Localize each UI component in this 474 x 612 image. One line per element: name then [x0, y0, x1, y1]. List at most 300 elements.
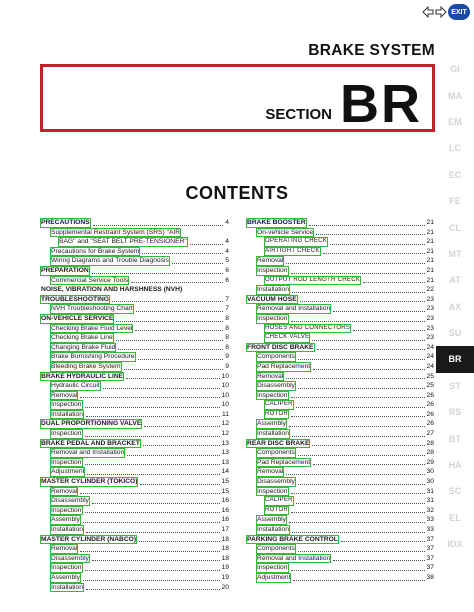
- toc-entry-page: 8: [225, 343, 229, 351]
- toc-entry-label: Removal: [257, 372, 284, 380]
- toc-entry[interactable]: [40, 266, 229, 276]
- toc-entry[interactable]: [246, 535, 434, 545]
- toc-entry[interactable]: [246, 439, 434, 449]
- dot-leader: [313, 464, 424, 465]
- dot-leader: [85, 570, 220, 571]
- toc-entry-page: 30: [426, 468, 434, 476]
- toc-entry-label: ON-VEHICLE SERVICE: [41, 314, 114, 322]
- toc-entry-label: Components: [257, 449, 295, 457]
- toc-entry-label: PREPARATION: [41, 266, 89, 274]
- toc-entry[interactable]: [40, 467, 229, 477]
- toc-entry-page: 26: [426, 401, 434, 409]
- toc-entry-page: 16: [221, 516, 229, 524]
- dot-leader: [293, 580, 424, 581]
- toc-entry-page: 16: [221, 497, 229, 505]
- toc-entry-label: CALIPER: [264, 400, 294, 410]
- toc-entry[interactable]: [40, 496, 229, 506]
- toc-entry-label: Installation: [51, 526, 83, 533]
- toc-entry-page: 16: [221, 506, 229, 514]
- dot-leader: [291, 570, 425, 571]
- toc-entry[interactable]: [246, 419, 434, 429]
- toc-entry-page: 8: [225, 334, 229, 342]
- toc-entry-label: Assembly: [51, 516, 80, 524]
- toc-entry-label: Disassembly: [51, 554, 89, 562]
- toc-entry-label: Assembly: [257, 420, 286, 428]
- toc-entry-label: On-vehicle Service: [257, 228, 314, 236]
- dot-leader: [140, 484, 219, 485]
- tab-idx[interactable]: IDX: [447, 539, 463, 550]
- dot-leader: [85, 436, 220, 437]
- toc-entry-page: 9: [225, 353, 229, 361]
- tab-br[interactable]: BR: [436, 346, 474, 372]
- toc-entry-page: 25: [426, 382, 434, 390]
- toc-entry-label: CALIPER: [264, 496, 294, 506]
- tab-gi[interactable]: GI: [450, 64, 460, 75]
- toc-entry-label: Components: [257, 353, 295, 361]
- toc-entry-page: 13: [221, 458, 229, 466]
- dot-leader: [83, 522, 220, 523]
- toc-entry[interactable]: [40, 410, 229, 420]
- toc-entry[interactable]: [246, 525, 434, 535]
- toc-entry-page: 18: [221, 554, 229, 562]
- dot-leader: [86, 589, 220, 590]
- toc-entry-page: 31: [426, 487, 434, 495]
- toc-entry-label: Installation: [51, 410, 83, 418]
- toc-entry[interactable]: [246, 333, 434, 343]
- toc-entry-label: Disassembly: [257, 382, 295, 390]
- toc-entry-page: 21: [426, 247, 434, 255]
- dot-leader: [80, 551, 219, 552]
- toc-entry[interactable]: [40, 419, 229, 429]
- toc-entry-label: Removal and Installation: [257, 554, 331, 562]
- tab-ec[interactable]: EC: [448, 169, 462, 180]
- toc-entry[interactable]: [40, 256, 229, 266]
- dot-leader: [190, 244, 223, 245]
- dot-leader: [289, 522, 425, 523]
- toc-entry[interactable]: [246, 295, 434, 305]
- dot-leader: [286, 378, 424, 379]
- dot-leader: [93, 225, 224, 226]
- toc-entry-page: 33: [426, 516, 434, 524]
- toc-entry[interactable]: [40, 400, 229, 410]
- toc-entry-page: 21: [426, 219, 434, 226]
- toc-entry[interactable]: [40, 458, 229, 468]
- toc-entry[interactable]: [246, 276, 434, 286]
- dot-leader: [291, 321, 425, 322]
- toc-entry-label: CHECK VALVE: [264, 333, 310, 343]
- toc-entry[interactable]: [246, 256, 434, 266]
- toc-entry-label: Inspection: [257, 314, 288, 322]
- toc-left-column: [40, 218, 229, 592]
- dot-leader: [317, 349, 425, 350]
- dot-leader: [116, 340, 224, 341]
- toc-entry-page: 18: [221, 545, 229, 553]
- toc-entry-label: Removal: [257, 468, 284, 476]
- toc-entry[interactable]: [246, 218, 434, 228]
- dot-leader: [330, 244, 424, 245]
- toc-entry[interactable]: [40, 477, 229, 487]
- toc-entry[interactable]: [40, 352, 229, 362]
- toc-entry[interactable]: [246, 487, 434, 497]
- toc-entry[interactable]: [246, 285, 434, 295]
- dot-leader: [138, 359, 224, 360]
- dot-leader: [92, 273, 224, 274]
- tab-su[interactable]: SU: [448, 328, 462, 339]
- toc-entry-label: TROUBLESHOOTING: [41, 295, 109, 303]
- dot-leader: [142, 253, 223, 254]
- toc-entry-label: OPERATING CHECK: [264, 237, 328, 247]
- dot-leader: [172, 263, 223, 264]
- toc-entry-page: 23: [426, 314, 434, 322]
- dot-leader: [103, 388, 220, 389]
- toc-entry-label: Assembly: [51, 573, 80, 581]
- toc-entry-page: 10: [221, 382, 229, 390]
- toc-entry[interactable]: [40, 343, 229, 353]
- toc-entry[interactable]: [40, 506, 229, 516]
- toc-entry[interactable]: [246, 266, 434, 276]
- dot-leader: [296, 503, 425, 504]
- tab-el[interactable]: EL: [449, 512, 461, 523]
- toc-entry-label: Inspection: [51, 564, 82, 572]
- toc-entry-label: Inspection: [51, 401, 82, 409]
- section-title-box: [40, 64, 435, 132]
- dot-leader: [85, 512, 220, 513]
- toc-entry-label: Inspection: [257, 564, 288, 572]
- toc-entry-label: MASTER CYLINDER (TOKICO): [41, 478, 138, 486]
- toc-entry[interactable]: [246, 515, 434, 525]
- section-word: SECTION: [265, 106, 332, 123]
- toc-entry-page: 8: [225, 324, 229, 332]
- section-heading: BRAKE SYSTEM: [308, 42, 435, 59]
- dot-leader: [85, 464, 220, 465]
- toc-entry[interactable]: [40, 381, 229, 391]
- toc-entry-label: Components: [257, 545, 295, 553]
- tab-rs[interactable]: RS: [448, 407, 462, 418]
- toc-entry[interactable]: [40, 276, 229, 286]
- toc-entry-label: Inspection: [257, 487, 288, 495]
- toc-entry-page: 23: [426, 295, 434, 303]
- toc-entry[interactable]: [40, 324, 229, 334]
- toc-entry-label: FRONT DISC BRAKE: [247, 343, 314, 351]
- dot-leader: [292, 292, 425, 293]
- toc-entry[interactable]: [40, 563, 229, 573]
- toc-entry[interactable]: [246, 324, 434, 334]
- tab-em[interactable]: EM: [448, 116, 462, 127]
- tab-mt[interactable]: MT: [448, 248, 462, 259]
- toc-entry[interactable]: [246, 352, 434, 362]
- toc-entry[interactable]: [40, 372, 229, 382]
- toc-entry-page: 30: [426, 478, 434, 486]
- toc-entry-label: Bleeding Brake System: [51, 362, 121, 370]
- dot-leader: [353, 330, 424, 331]
- toc-entry-page: 7: [225, 295, 229, 303]
- toc-entry-page: 21: [426, 238, 434, 246]
- tab-ha[interactable]: HA: [448, 460, 462, 471]
- toc-entry-label: OUTPUT ROD LENGTH CHECK: [264, 276, 361, 286]
- toc-entry[interactable]: [40, 573, 229, 583]
- toc-entry[interactable]: [246, 343, 434, 353]
- toc-entry-page: 6: [225, 276, 229, 284]
- toc-entry-page: 22: [426, 286, 434, 294]
- toc-entry[interactable]: [40, 218, 229, 228]
- toc-entry[interactable]: [246, 544, 434, 554]
- dot-leader: [323, 253, 425, 254]
- toc-entry[interactable]: [40, 429, 229, 439]
- toc-entry-label: Adjustment: [51, 468, 85, 476]
- toc-entry[interactable]: [40, 487, 229, 497]
- toc-entry[interactable]: [40, 333, 229, 343]
- tab-fe[interactable]: FE: [449, 196, 461, 207]
- toc-entry-page: 8: [225, 314, 229, 322]
- toc-entry[interactable]: [246, 458, 434, 468]
- dot-leader: [86, 532, 220, 533]
- toc-entry-page: 10: [221, 391, 229, 399]
- dot-leader: [116, 321, 223, 322]
- dot-leader: [291, 493, 425, 494]
- toc-entry[interactable]: [246, 372, 434, 382]
- toc-entry-page: 33: [426, 526, 434, 533]
- toc-entry-page: 25: [426, 372, 434, 380]
- dot-leader: [296, 407, 425, 408]
- toc-entry-page: 19: [221, 573, 229, 581]
- toc-entry[interactable]: [246, 477, 434, 487]
- toc-entry-label: Precautions for Brake System: [51, 247, 140, 255]
- toc-entry-label: HOSES AND CONNECTORS: [264, 324, 351, 334]
- toc-entry-label: ROTOR: [264, 410, 289, 420]
- toc-entry-page: 24: [426, 353, 434, 361]
- toc-entry[interactable]: [246, 563, 434, 573]
- dot-leader: [144, 426, 219, 427]
- tab-sc[interactable]: SC: [448, 486, 462, 497]
- toc-entry-page: 14: [221, 468, 229, 476]
- exit-button[interactable]: EXIT: [448, 4, 470, 20]
- toc-entry[interactable]: [40, 535, 229, 545]
- dot-leader: [333, 560, 424, 561]
- dot-leader: [298, 359, 425, 360]
- tab-at[interactable]: AT: [449, 275, 461, 286]
- toc-entry-label: Removal: [257, 257, 284, 265]
- toc-entry-page: 10: [221, 372, 229, 380]
- toc-entry-label: PRECAUTIONS: [41, 219, 90, 226]
- toc-entry-page: 15: [221, 478, 229, 486]
- dot-leader: [131, 282, 223, 283]
- toc-entry-label: Installation: [257, 430, 289, 438]
- toc-entry-label: Adjustment: [257, 573, 291, 581]
- toc-entry-page: 26: [426, 420, 434, 428]
- dot-leader: [298, 455, 425, 456]
- toc-entry[interactable]: [246, 314, 434, 324]
- toc-entry[interactable]: [40, 525, 229, 535]
- toc-entry[interactable]: [246, 448, 434, 458]
- dot-leader: [289, 426, 425, 427]
- toc-entry-page: 15: [221, 487, 229, 495]
- toc-entry[interactable]: [246, 496, 434, 506]
- tab-ax[interactable]: AX: [448, 301, 462, 312]
- toc-entry-page: 11: [222, 410, 229, 418]
- toc-entry-label: Checking Brake Fluid Level: [51, 324, 133, 332]
- next-page-button[interactable]: [435, 5, 447, 19]
- toc-entry-page: 31: [426, 497, 434, 505]
- dot-leader: [291, 273, 425, 274]
- toc-entry[interactable]: [40, 544, 229, 554]
- toc-entry-label: Changing Brake Fluid: [51, 343, 116, 351]
- toc-entry-label: Inspection: [51, 506, 82, 514]
- tab-st[interactable]: ST: [449, 380, 461, 391]
- dot-leader: [143, 445, 220, 446]
- dot-leader: [86, 416, 220, 417]
- toc-entry-page: 38: [426, 573, 434, 581]
- dot-leader: [363, 282, 424, 283]
- section-tabs: [436, 56, 474, 557]
- toc-entry[interactable]: [246, 237, 434, 247]
- toc-entry-page: 24: [426, 343, 434, 351]
- toc-entry[interactable]: [246, 506, 434, 516]
- dot-leader: [291, 512, 424, 513]
- toc-entry-label: VACUUM HOSE: [247, 295, 297, 303]
- toc-entry-label: Wiring Diagrams and Trouble Diagnosis: [51, 257, 169, 265]
- toc-entry-label: Removal and Installation: [257, 305, 331, 313]
- dot-leader: [312, 445, 424, 446]
- dot-leader: [124, 369, 224, 370]
- dot-leader: [313, 369, 424, 370]
- toc-entry-page: 27: [426, 430, 434, 438]
- dot-leader: [298, 484, 425, 485]
- dot-leader: [292, 532, 425, 533]
- toc-entry[interactable]: [246, 573, 434, 583]
- dot-leader: [139, 541, 219, 542]
- toc-entry-label: Installation: [257, 526, 289, 533]
- toc-entry[interactable]: [246, 467, 434, 477]
- toc-entry-page: 37: [426, 535, 434, 543]
- toc-entry[interactable]: [40, 515, 229, 525]
- toc-entry[interactable]: [246, 400, 434, 410]
- toc-entry[interactable]: [246, 362, 434, 372]
- toc-entry[interactable]: [40, 554, 229, 564]
- section-code: BR: [340, 74, 422, 134]
- tab-bt[interactable]: BT: [449, 433, 461, 444]
- toc-entry-label: Brake Burnishing Procedure: [51, 353, 135, 361]
- page-navigation: [422, 4, 470, 20]
- toc-entry-label: Inspection: [51, 430, 82, 438]
- dot-leader: [298, 388, 425, 389]
- toc-entry-page: 24: [426, 362, 434, 370]
- toc-entry-page: 4: [225, 247, 229, 255]
- toc-entry-page: 28: [426, 439, 434, 447]
- toc-entry-label: BRAKE PEDAL AND BRACKET: [41, 439, 140, 447]
- toc-entry[interactable]: [246, 429, 434, 439]
- toc-entry-label: Disassembly: [257, 478, 295, 486]
- toc-entry[interactable]: [246, 554, 434, 564]
- dot-leader: [292, 436, 425, 437]
- toc-entry-label: Pad Replacement: [257, 362, 311, 370]
- toc-entry-label: Inspection: [51, 458, 82, 466]
- toc-entry[interactable]: [40, 228, 229, 238]
- toc-entry-page: 21: [426, 228, 434, 236]
- toc-entry-label: Commercial Service Tools: [51, 276, 129, 284]
- toc-entry-page: 23: [426, 334, 434, 342]
- toc-entry-page: 23: [426, 305, 434, 313]
- dot-leader: [298, 551, 425, 552]
- toc-entry-label: BRAKE BOOSTER: [247, 219, 306, 226]
- toc-entry-label: Supplemental Restraint System (SRS) "AIR: [51, 228, 181, 236]
- toc-entry-label: Removal: [51, 391, 78, 399]
- toc-entry-label: Removal and Installation: [51, 449, 125, 457]
- dot-leader: [333, 311, 424, 312]
- toc-entry[interactable]: [40, 391, 229, 401]
- toc-entry-page: 37: [426, 545, 434, 553]
- arrow-right-icon: [435, 6, 447, 18]
- toc-entry[interactable]: [246, 228, 434, 238]
- toc-entry-page: 12: [221, 430, 229, 438]
- toc-entry-label: PARKING BRAKE CONTROL: [247, 535, 338, 543]
- toc-entry-label: BAG" and "SEAT BELT PRE-TENSIONER": [59, 238, 187, 246]
- toc-entry[interactable]: [40, 237, 229, 247]
- tab-cl[interactable]: CL: [449, 222, 461, 233]
- toc-entry-label: NOISE, VIBRATION AND HARSHNESS (NVH): [41, 286, 183, 294]
- toc-entry[interactable]: [40, 439, 229, 449]
- tab-lc[interactable]: LC: [449, 143, 461, 154]
- dot-leader: [80, 397, 219, 398]
- dot-leader: [136, 311, 223, 312]
- toc-entry-page: 26: [426, 410, 434, 418]
- toc-entry-page: 9: [225, 362, 229, 370]
- toc-entry[interactable]: [246, 391, 434, 401]
- dot-leader: [286, 474, 424, 475]
- toc-entry[interactable]: [246, 247, 434, 257]
- dot-leader: [87, 474, 219, 475]
- toc-entry[interactable]: [40, 247, 229, 257]
- toc-entry[interactable]: [40, 304, 229, 314]
- toc-entry-page: 6: [225, 266, 229, 274]
- toc-entry-label: DUAL PROPORTIONING VALVE: [41, 420, 142, 428]
- toc-entry[interactable]: [40, 362, 229, 372]
- toc-entry[interactable]: [40, 448, 229, 458]
- tab-ma[interactable]: MA: [448, 90, 462, 101]
- toc-entry-page: 19: [221, 564, 229, 572]
- toc-entry-label: Inspection: [257, 266, 288, 274]
- contents-title: CONTENTS: [185, 183, 289, 203]
- toc-entry-page: 23: [426, 324, 434, 332]
- dot-leader: [286, 263, 424, 264]
- toc-entry[interactable]: [40, 314, 229, 324]
- toc-entry-page: 26: [426, 391, 434, 399]
- toc-entry-page: 29: [426, 458, 434, 466]
- dot-leader: [126, 378, 219, 379]
- toc-entry-label: Removal: [51, 545, 78, 553]
- toc-entry[interactable]: [246, 381, 434, 391]
- toc-entry-label: Checking Brake Line: [51, 334, 113, 342]
- toc-entry-label: Pad Replacement: [257, 458, 311, 466]
- dot-leader: [309, 225, 425, 226]
- toc-entry-label: Removal: [51, 487, 78, 495]
- toc-entry[interactable]: [40, 295, 229, 305]
- toc-entry[interactable]: [246, 304, 434, 314]
- dot-leader: [85, 407, 220, 408]
- toc-entry-page: 13: [221, 449, 229, 457]
- dot-leader: [316, 234, 424, 235]
- toc-entry[interactable]: [246, 410, 434, 420]
- dot-leader: [83, 580, 220, 581]
- toc-entry-page: 32: [426, 506, 434, 514]
- toc-entry-label: AIRTIGHT CHECK: [264, 247, 321, 257]
- toc-entry[interactable]: [40, 583, 229, 593]
- dot-leader: [118, 349, 223, 350]
- toc-entry-page: 37: [426, 554, 434, 562]
- toc-entry-page: 10: [221, 401, 229, 409]
- prev-page-button[interactable]: [422, 5, 434, 19]
- toc-entry-page: 28: [426, 449, 434, 457]
- toc-entry-page: 21: [426, 257, 434, 265]
